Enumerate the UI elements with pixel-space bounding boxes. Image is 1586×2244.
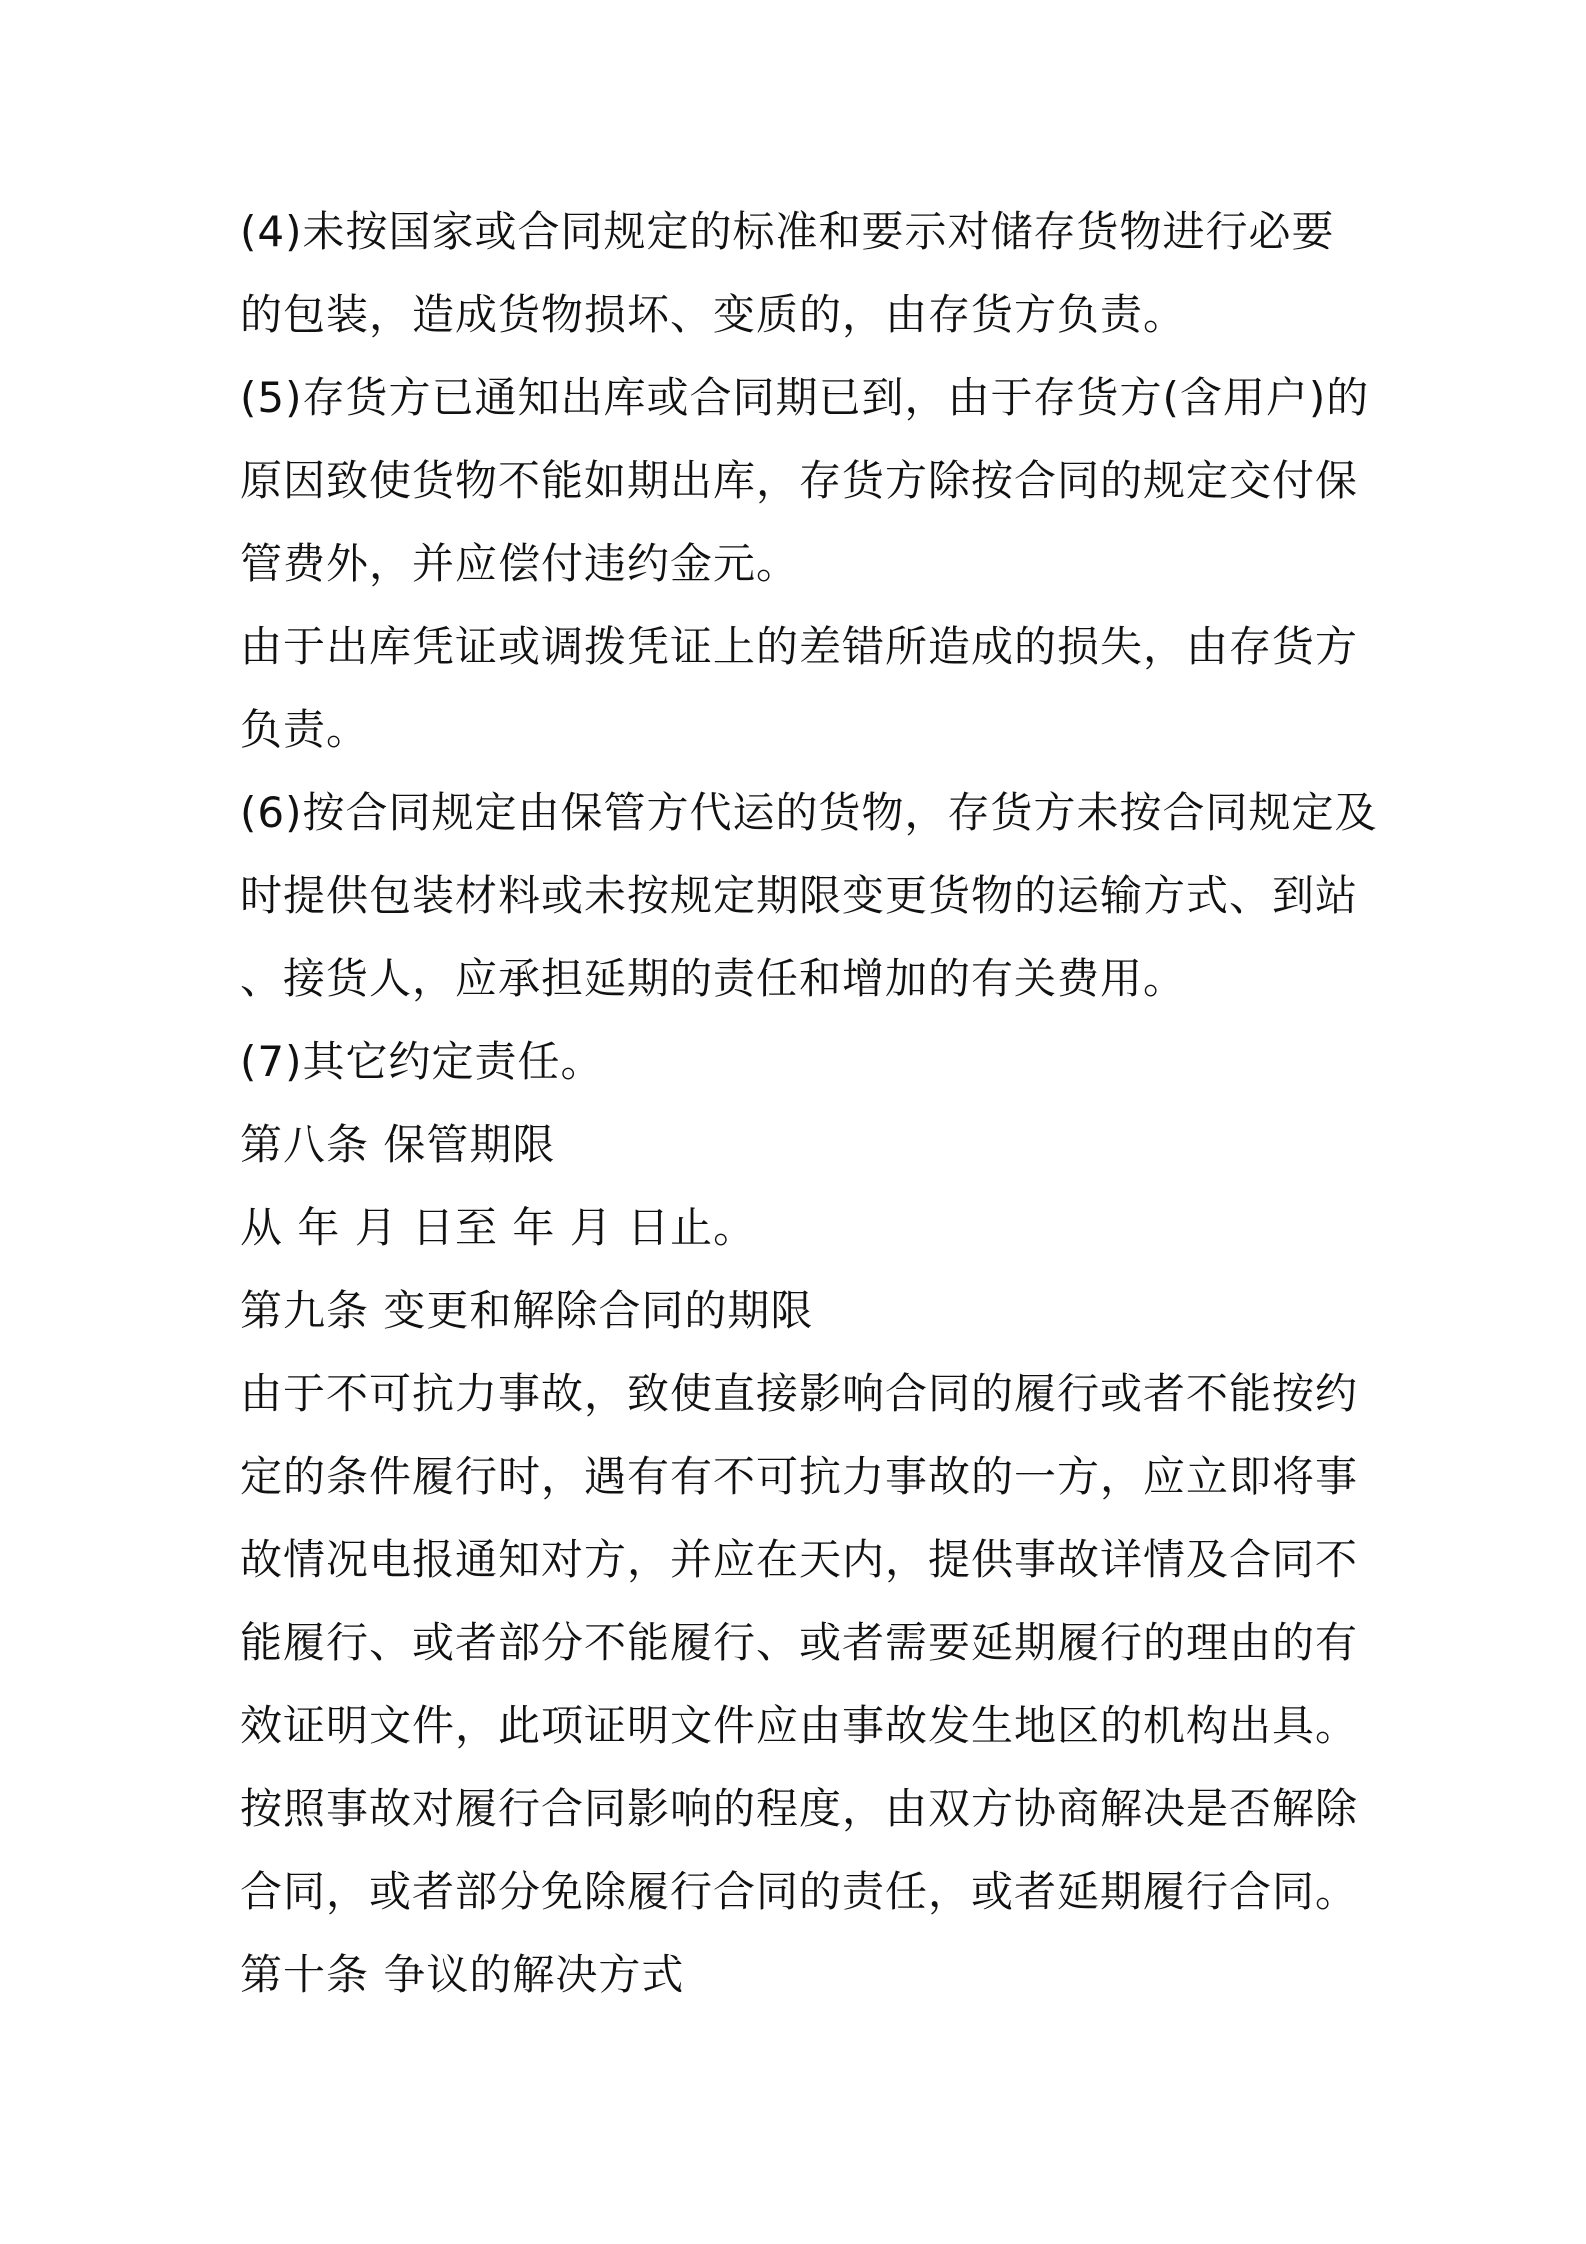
text-line: 原因致使货物不能如期出库，存货方除按合同的规定交付保 bbox=[240, 456, 1359, 505]
text-line: 由于出库凭证或调拨凭证上的差错所造成的损失，由存货方 bbox=[240, 622, 1359, 671]
text-line: 管费外，并应偿付违约金元。 bbox=[240, 539, 800, 588]
text-line: 按照事故对履行合同影响的程度，由双方协商解决是否解除 bbox=[240, 1784, 1359, 1833]
text-line: (4)未按国家或合同规定的标准和要示对储存货物进行必要 bbox=[240, 207, 1335, 256]
text-line: 由于不可抗力事故，致使直接影响合同的履行或者不能按约 bbox=[240, 1369, 1359, 1418]
text-line: 时提供包装材料或未按规定期限变更货物的运输方式、到站 bbox=[240, 871, 1359, 920]
section-heading-article-9: 第九条 变更和解除合同的期限 bbox=[240, 1286, 814, 1335]
text-line: 能履行、或者部分不能履行、或者需要延期履行的理由的有 bbox=[240, 1618, 1359, 1667]
text-line: 合同，或者部分免除履行合同的责任，或者延期履行合同。 bbox=[240, 1867, 1359, 1916]
text-line: 从 年 月 日至 年 月 日止。 bbox=[240, 1203, 757, 1252]
text-line: 、接货人，应承担延期的责任和增加的有关费用。 bbox=[240, 954, 1187, 1003]
section-heading-article-10: 第十条 争议的解决方式 bbox=[240, 1950, 685, 1999]
text-line: (7)其它约定责任。 bbox=[240, 1037, 604, 1086]
text-line: (5)存货方已通知出库或合同期已到，由于存货方(含用户)的 bbox=[240, 373, 1370, 422]
text-line: 故情况电报通知对方，并应在天内，提供事故详情及合同不 bbox=[240, 1535, 1359, 1584]
section-heading-article-8: 第八条 保管期限 bbox=[240, 1120, 556, 1169]
text-line: 负责。 bbox=[240, 705, 370, 754]
text-line: 的包装，造成货物损坏、变质的，由存货方负责。 bbox=[240, 290, 1187, 339]
text-line: 定的条件履行时，遇有有不可抗力事故的一方，应立即将事 bbox=[240, 1452, 1359, 1501]
text-line: (6)按合同规定由保管方代运的货物，存货方未按合同规定及 bbox=[240, 788, 1378, 837]
text-line: 效证明文件，此项证明文件应由事故发生地区的机构出具。 bbox=[240, 1701, 1359, 1750]
document-body bbox=[240, 190, 1378, 2016]
